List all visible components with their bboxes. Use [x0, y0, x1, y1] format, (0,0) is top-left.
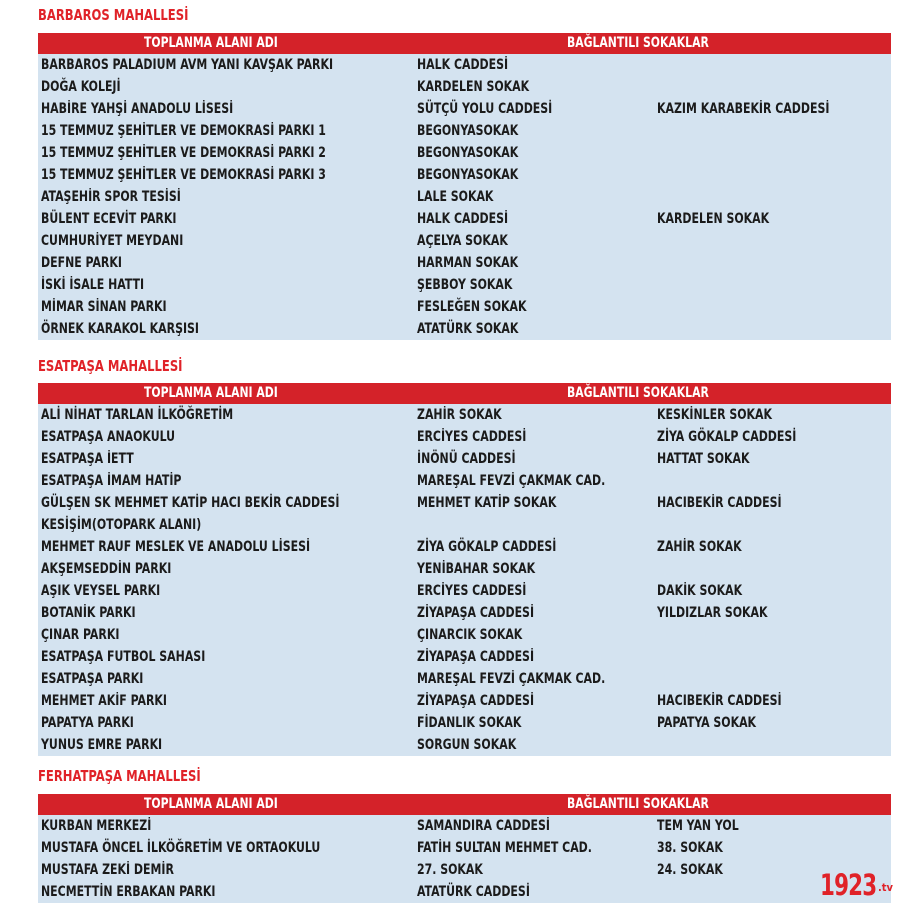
section-title-ferhatpasa: FERHATPAŞA MAHALLESİ — [38, 767, 201, 785]
connected-street-1: ŞEBBOY SOKAK — [417, 277, 513, 293]
assembly-area-name: YUNUS EMRE PARKI — [41, 737, 163, 753]
connected-street-2: HACIBEKİR CADDESİ — [657, 693, 782, 709]
connected-street-1: SÜTÇÜ YOLU CADDESİ — [417, 101, 553, 117]
table-row — [38, 318, 891, 340]
table-row — [38, 164, 891, 186]
connected-street-1: YENİBAHAR SOKAK — [417, 561, 536, 577]
assembly-area-name: ESATPAŞA İMAM HATİP — [41, 473, 182, 489]
column-header-assembly-area: TOPLANMA ALANI ADI — [144, 796, 278, 812]
connected-street-2: ZİYA GÖKALP CADDESİ — [657, 429, 797, 445]
connected-street-1: ERCİYES CADDESİ — [417, 583, 527, 599]
connected-street-2: 38. SOKAK — [657, 840, 723, 856]
connected-street-1: SORGUN SOKAK — [417, 737, 517, 753]
table-row — [38, 837, 891, 859]
connected-street-1: BEGONYASOKAK — [417, 167, 519, 183]
table-row — [38, 580, 891, 602]
assembly-area-name: 15 TEMMUZ ŞEHİTLER VE DEMOKRASİ PARKI 1 — [41, 123, 326, 139]
table-header-barbaros — [38, 33, 891, 54]
assembly-area-name: MEHMET AKİF PARKI — [41, 693, 167, 709]
assembly-area-name: ATAŞEHİR SPOR TESİSİ — [41, 189, 181, 205]
table-row — [38, 252, 891, 274]
table-row — [38, 536, 891, 558]
logo-number: 1923 — [820, 868, 877, 902]
brand-logo — [820, 868, 893, 902]
table-row — [38, 404, 891, 426]
connected-street-1: LALE SOKAK — [417, 189, 494, 205]
column-header-connected-streets: BAĞLANTILI SOKAKLAR — [567, 385, 709, 401]
assembly-area-name: BARBAROS PALADIUM AVM YANI KAVŞAK PARKI — [41, 57, 334, 73]
assembly-area-name: PAPATYA PARKI — [41, 715, 134, 731]
table-row — [38, 230, 891, 252]
table-row — [38, 470, 891, 492]
connected-street-1: ATATÜRK CADDESİ — [417, 884, 530, 900]
assembly-area-name: ÖRNEK KARAKOL KARŞISI — [41, 321, 200, 337]
table-row — [38, 448, 891, 470]
assembly-area-name: AŞIK VEYSEL PARKI — [41, 583, 161, 599]
assembly-area-name: ALİ NİHAT TARLAN İLKÖĞRETİM — [41, 407, 234, 423]
connected-street-1: HALK CADDESİ — [417, 57, 509, 73]
table-row — [38, 426, 891, 448]
connected-street-1: ZİYAPAŞA CADDESİ — [417, 649, 535, 665]
connected-street-1: ZİYAPAŞA CADDESİ — [417, 605, 535, 621]
connected-street-1: ERCİYES CADDESİ — [417, 429, 527, 445]
connected-street-1: SAMANDIRA CADDESİ — [417, 818, 551, 834]
table-header-esatpasa — [38, 383, 891, 404]
assembly-area-name: DOĞA KOLEJİ — [41, 79, 121, 95]
assembly-area-name: BÜLENT ECEVİT PARKI — [41, 211, 177, 227]
connected-street-1: İNÖNÜ CADDESİ — [417, 451, 516, 467]
connected-street-2: PAPATYA SOKAK — [657, 715, 757, 731]
table-row — [38, 624, 891, 646]
connected-street-1: AÇELYA SOKAK — [417, 233, 508, 249]
table-body-barbaros — [38, 54, 891, 340]
connected-street-2: DAKİK SOKAK — [657, 583, 743, 599]
assembly-area-name: 15 TEMMUZ ŞEHİTLER VE DEMOKRASİ PARKI 3 — [41, 167, 326, 183]
connected-street-1: MEHMET KATİP SOKAK — [417, 495, 557, 511]
connected-street-1: HARMAN SOKAK — [417, 255, 519, 271]
connected-street-2: 24. SOKAK — [657, 862, 723, 878]
connected-street-1: 27. SOKAK — [417, 862, 483, 878]
table-row — [38, 76, 891, 98]
table-header-ferhatpasa — [38, 794, 891, 815]
table-row — [38, 296, 891, 318]
table-row — [38, 558, 891, 580]
connected-street-2: YILDIZLAR SOKAK — [657, 605, 768, 621]
connected-street-2: KESKİNLER SOKAK — [657, 407, 773, 423]
table-row — [38, 54, 891, 76]
assembly-area-name: ESATPAŞA PARKI — [41, 671, 144, 687]
assembly-area-name: GÜLŞEN SK MEHMET KATİP HACI BEKİR CADDESİ KESİŞİM(OTOPARK ALANI) — [41, 495, 340, 533]
table-body-ferhatpasa — [38, 815, 891, 903]
connected-street-1: FATİH SULTAN MEHMET CAD. — [417, 840, 592, 856]
column-header-assembly-area: TOPLANMA ALANI ADI — [144, 385, 278, 401]
table-row — [38, 602, 891, 624]
connected-street-2: KAZIM KARABEKİR CADDESİ — [657, 101, 830, 117]
connected-street-2: TEM YAN YOL — [657, 818, 739, 834]
connected-street-1: FESLEĞEN SOKAK — [417, 299, 527, 315]
column-header-connected-streets: BAĞLANTILI SOKAKLAR — [567, 35, 709, 51]
connected-street-1: ZİYAPAŞA CADDESİ — [417, 693, 535, 709]
connected-street-2: HACIBEKİR CADDESİ — [657, 495, 782, 511]
table-row — [38, 208, 891, 230]
table-row — [38, 668, 891, 690]
connected-street-2: ZAHİR SOKAK — [657, 539, 742, 555]
assembly-area-name: ESATPAŞA ANAOKULU — [41, 429, 176, 445]
assembly-area-name: HABİRE YAHŞİ ANADOLU LİSESİ — [41, 101, 234, 117]
assembly-area-name: ESATPAŞA FUTBOL SAHASI — [41, 649, 206, 665]
section-title-barbaros: BARBAROS MAHALLESİ — [38, 6, 189, 24]
table-row — [38, 734, 891, 756]
connected-street-1: HALK CADDESİ — [417, 211, 509, 227]
connected-street-2: HATTAT SOKAK — [657, 451, 750, 467]
column-header-connected-streets: BAĞLANTILI SOKAKLAR — [567, 796, 709, 812]
column-header-assembly-area: TOPLANMA ALANI ADI — [144, 35, 278, 51]
table-row — [38, 646, 891, 668]
connected-street-1: ZİYA GÖKALP CADDESİ — [417, 539, 557, 555]
connected-street-1: ZAHİR SOKAK — [417, 407, 502, 423]
table-row — [38, 186, 891, 208]
table-row — [38, 859, 891, 881]
assembly-area-name: 15 TEMMUZ ŞEHİTLER VE DEMOKRASİ PARKI 2 — [41, 145, 326, 161]
section-title-esatpasa: ESATPAŞA MAHALLESİ — [38, 357, 183, 375]
table-row — [38, 142, 891, 164]
connected-street-1: ÇINARCIK SOKAK — [417, 627, 523, 643]
table-row — [38, 274, 891, 296]
table-row — [38, 690, 891, 712]
assembly-area-name: İSKİ İSALE HATTI — [41, 277, 145, 293]
assembly-area-name: ESATPAŞA İETT — [41, 451, 134, 467]
assembly-area-name: MUSTAFA ÖNCEL İLKÖĞRETİM VE ORTAOKULU — [41, 840, 321, 856]
table-row — [38, 98, 891, 120]
connected-street-2: KARDELEN SOKAK — [657, 211, 770, 227]
connected-street-1: KARDELEN SOKAK — [417, 79, 530, 95]
connected-street-1: ATATÜRK SOKAK — [417, 321, 519, 337]
logo-suffix: .tv — [878, 881, 893, 894]
table-row — [38, 815, 891, 837]
connected-street-1: BEGONYASOKAK — [417, 123, 519, 139]
assembly-area-name: MUSTAFA ZEKİ DEMİR — [41, 862, 174, 878]
connected-street-1: FİDANLIK SOKAK — [417, 715, 522, 731]
assembly-area-name: AKŞEMSEDDİN PARKI — [41, 561, 172, 577]
table-row — [38, 712, 891, 734]
connected-street-1: MAREŞAL FEVZİ ÇAKMAK CAD. — [417, 671, 606, 687]
assembly-area-name: DEFNE PARKI — [41, 255, 122, 271]
assembly-area-name: MİMAR SİNAN PARKI — [41, 299, 167, 315]
assembly-area-name: CUMHURİYET MEYDANI — [41, 233, 184, 249]
connected-street-1: MAREŞAL FEVZİ ÇAKMAK CAD. — [417, 473, 606, 489]
assembly-area-name: NECMETTİN ERBAKAN PARKI — [41, 884, 216, 900]
table-body-esatpasa — [38, 404, 891, 756]
assembly-area-name: KURBAN MERKEZİ — [41, 818, 152, 834]
table-row — [38, 120, 891, 142]
assembly-area-name: ÇINAR PARKI — [41, 627, 120, 643]
assembly-area-name: BOTANİK PARKI — [41, 605, 136, 621]
table-row — [38, 492, 891, 536]
connected-street-1: BEGONYASOKAK — [417, 145, 519, 161]
assembly-area-name: MEHMET RAUF MESLEK VE ANADOLU LİSESİ — [41, 539, 311, 555]
